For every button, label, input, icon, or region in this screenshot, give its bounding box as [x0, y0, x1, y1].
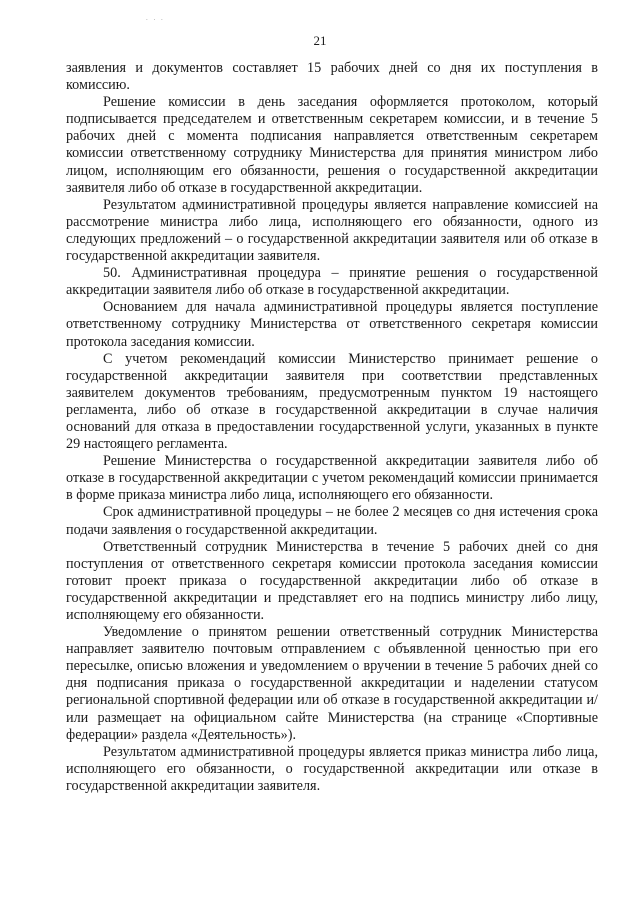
paragraph: Основанием для начала административной процедуры является поступление ответственному сотруднику Министерства от ответственного секретаря комиссии протокола заседания комиссии.: [66, 299, 598, 350]
page-number: 21: [313, 33, 327, 48]
paragraph: заявления и документов составляет 15 рабочих дней со дня их поступления в комиссию.: [66, 60, 598, 94]
paragraph: Решение Министерства о государственной аккредитации заявителя либо об отказе в государственной аккредитации с учетом рекомендаций комиссии принимается в форме приказа министра либо лица, исполняющего его обязанности.: [66, 453, 598, 504]
document-body: [66, 60, 598, 795]
paragraph: С учетом рекомендаций комиссии Министерство принимает решение о государственной аккредитации заявителя при соответствии представленных заявителем документов требованиям, предусмотренным пунктом 19 настоящего регламента, либо об отказе в государственной аккредитации в случае наличия оснований для отказа в предоставлении государственной услуги, указанных в пункте 29 настоящего регламента.: [66, 350, 598, 453]
paragraph: Срок административной процедуры – не более 2 месяцев со дня истечения срока подачи заявления о государственной аккредитации.: [66, 504, 598, 538]
paragraph: Результатом административной процедуры является приказ министра либо лица, исполняющего его обязанности, о государственной аккредитации или отказе в государственной аккредитации заявителя.: [66, 743, 598, 794]
paragraph: Результатом административной процедуры является направление комиссией на рассмотрение министра либо лица, исполняющего его обязанности, одного из следующих предложений – о государственной аккредитации заявителя или об отказе в государственной аккредитации заявителя.: [66, 196, 598, 265]
paragraph: Ответственный сотрудник Министерства в течение 5 рабочих дней со дня поступления от ответственного секретаря комиссии протокола заседания комиссии готовит проект приказа о государственной аккредитации либо об отказе в государственной аккредитации и представляет его на подпись министру либо лицу, исполняющему его обязанности.: [66, 538, 598, 623]
paragraph: 50. Административная процедура – принятие решения о государственной аккредитации заявителя либо об отказе в государственной аккредитации.: [66, 265, 598, 299]
scan-marks: . . .: [146, 14, 165, 22]
paragraph: Уведомление о принятом решении ответственный сотрудник Министерства направляет заявителю почтовым отправлением с объявленной ценностью при его пересылке, описью вложения и уведомлением о вручении в течение 5 рабочих дней со дня подписания приказа о государственной аккредитации и наделении статусом региональной спортивной федерации или об отказе в государственной аккредитации и/или размещает на официальном сайте Министерства (на странице «Спортивные федерации» раздела «Деятельность»).: [66, 624, 598, 743]
paragraph: Решение комиссии в день заседания оформляется протоколом, который подписывается председателем и ответственным секретарем комиссии, и в течение 5 рабочих дней с момента подписания направляется ответственным секретарем комиссии ответственному сотруднику Министерства для принятия министром либо лицом, исполняющим его обязанности, решения о государственной аккредитации заявителя либо об отказе в государственной аккредитации.: [66, 94, 598, 196]
